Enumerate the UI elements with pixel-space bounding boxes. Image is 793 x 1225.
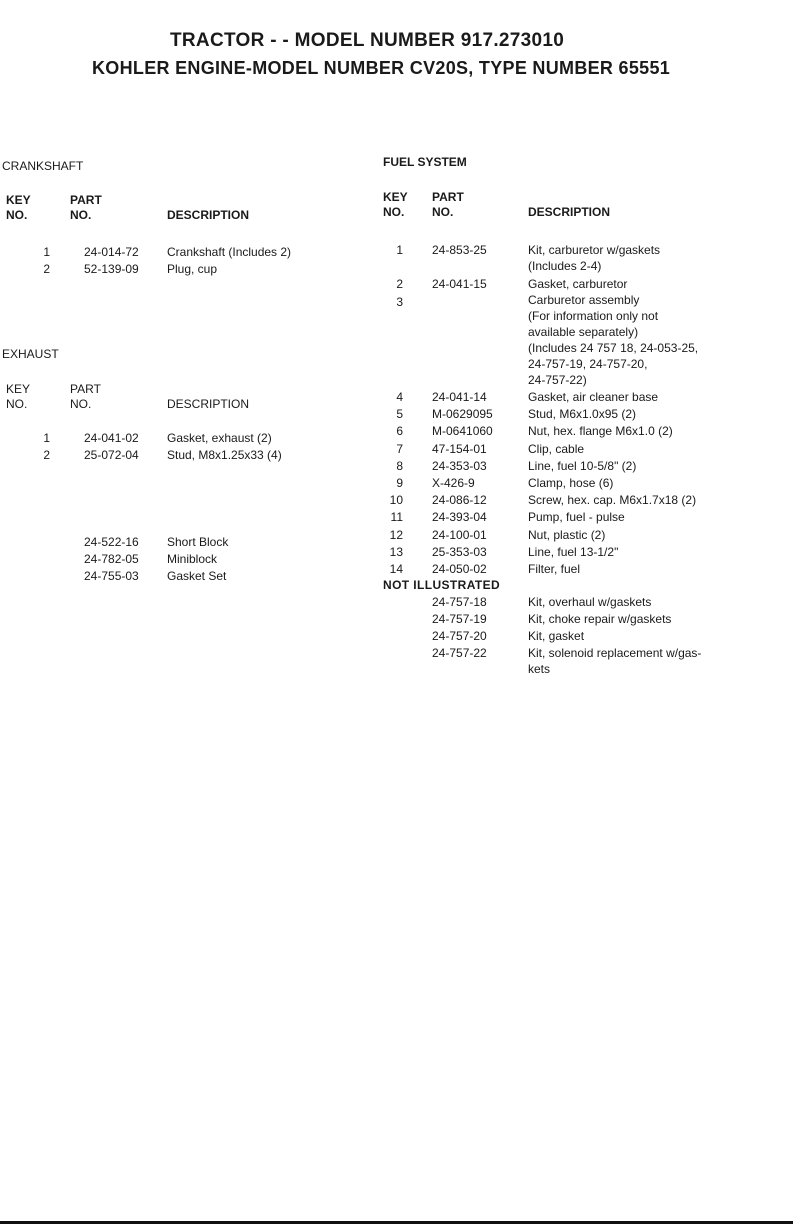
exhaust-part-header: PART NO.: [70, 382, 101, 411]
engine-assembly-row: 24-755-03 Gasket Set: [84, 569, 227, 583]
exhaust-row: 2 25-072-04 Stud, M8x1.25x33 (4): [43, 448, 282, 462]
fuel-system-section-title: FUEL SYSTEM: [383, 155, 467, 169]
fuel-description-header: DESCRIPTION: [528, 205, 611, 219]
not-illustrated-description: Kit, overhaul w/gaskets: [528, 595, 652, 609]
fuel-row: 9 X-426-9 Clamp, hose (6): [396, 476, 614, 490]
exhaust-section-title: EXHAUST: [2, 347, 59, 361]
crankshaft-row: 2 52-139-09 Plug, cup: [43, 262, 218, 276]
fuel-row: 5 M-0629095 Stud, M6x1.0x95 (2): [396, 407, 637, 422]
crankshaft-section-title: CRANKSHAFT: [2, 159, 84, 173]
not-illustrated-description: Kit, solenoid replacement w/gas- kets: [528, 646, 702, 676]
fuel-row-1: 1 24-853-25: [396, 243, 487, 257]
fuel-row: 10 24-086-12 Screw, hex. cap. M6x1.7x18 (2): [389, 493, 697, 508]
not-illustrated-description: Kit, gasket: [528, 629, 585, 643]
not-illustrated-row: 24-757-20: [432, 629, 487, 643]
not-illustrated-row: 24-757-18: [432, 595, 487, 609]
exhaust-key-header: KEY NO.: [6, 382, 31, 411]
fuel-row: 6 M-0641060 Nut, hex. flange M6x1.0 (2): [396, 424, 673, 439]
crankshaft-key-header: KEY NO.: [6, 193, 31, 222]
fuel-part-header: PART NO.: [432, 190, 464, 219]
engine-assembly-row: 24-522-16 Short Block: [84, 535, 229, 549]
fuel-row: 12 24-100-01 Nut, plastic (2): [389, 527, 606, 542]
fuel-row: 14 24-050-02 Filter, fuel: [389, 562, 581, 576]
fuel-row-2: 2 24-041-15 Gasket, carburetor: [396, 277, 628, 291]
crankshaft-row: 1 24-014-72 Crankshaft (Includes 2): [43, 245, 292, 259]
fuel-row-3-description: Carburetor assembly (For information only not available separately) (Includes 24 757 18, 24-053-25, 24-757-19, 24-757-20, 24-757-22): [528, 293, 699, 387]
not-illustrated-description: Kit, choke repair w/gaskets: [528, 612, 672, 626]
exhaust-row: 1 24-041-02 Gasket, exhaust (2): [43, 431, 272, 445]
fuel-row: 8 24-353-03 Line, fuel 10-5/8" (2): [396, 458, 637, 473]
fuel-key-header: KEY NO.: [383, 190, 408, 219]
fuel-row: 11 24-393-04 Pump, fuel - pulse: [390, 510, 625, 525]
not-illustrated-heading: NOT ILLUSTRATED: [383, 578, 501, 592]
crankshaft-part-header: PART NO.: [70, 193, 102, 222]
document-subtitle: KOHLER ENGINE-MODEL NUMBER CV20S, TYPE NUMBER 65551: [92, 58, 671, 78]
fuel-row-1-description: Kit, carburetor w/gaskets (Includes 2-4): [528, 243, 661, 273]
page-bottom-rule: [0, 1221, 793, 1224]
not-illustrated-row: 24-757-19: [432, 612, 487, 626]
engine-assembly-row: 24-782-05 Miniblock: [84, 552, 218, 566]
not-illustrated-row: 24-757-22: [432, 646, 487, 660]
document-title: TRACTOR - - MODEL NUMBER 917.273010: [170, 30, 565, 51]
crankshaft-description-header: DESCRIPTION: [167, 208, 250, 222]
fuel-row: 7 47-154-01 Clip, cable: [396, 441, 585, 456]
fuel-row-3: 3: [396, 295, 403, 309]
exhaust-description-header: DESCRIPTION: [167, 397, 250, 411]
fuel-row: 4 24-041-14 Gasket, air cleaner base: [396, 390, 659, 404]
fuel-row: 13 25-353-03 Line, fuel 13-1/2": [389, 544, 619, 559]
